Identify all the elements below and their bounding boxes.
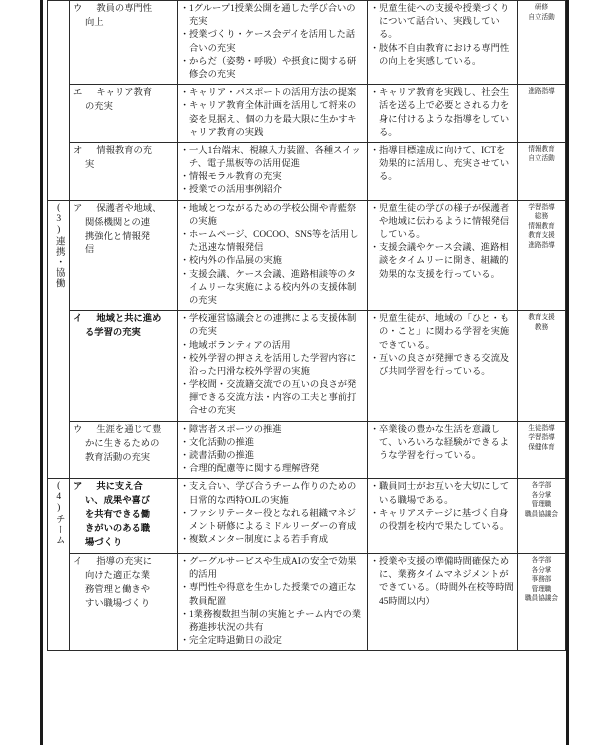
responsible-tags-cell — [518, 1, 566, 85]
measure-item: ・ ホームページ、COCOO、SNS等を活用した迅速な情報発信 — [181, 229, 364, 255]
measures-cell — [178, 421, 368, 479]
evaluation-item: ・ 支援会議やケース会議、進路相談をタイムリーに開き、組織的効果的な支援を行っている。 — [371, 242, 514, 282]
responsible-tag: 各学部 — [531, 482, 552, 490]
item-text: 教育活動の充実 — [85, 452, 151, 463]
item-label: イ — [73, 557, 83, 568]
measure-item: ・ 支援会議、ケース会議、進路相談等のタイムリーな実施による校内外の支援体制の充実 — [181, 269, 364, 309]
evaluation-item: ・ 児童生徒への支援や授業づくりについて話合い、実践している。 — [371, 3, 514, 43]
item-text: 関係機関との連 — [85, 217, 151, 228]
item-label-line — [73, 481, 174, 495]
evaluation-list — [371, 3, 514, 69]
item-cell — [70, 1, 178, 85]
item-text: い、成果や喜び — [85, 496, 151, 507]
measure-item: ・ ファシリテーター役となれる組織マネジメント研修によるミドルリーダーの育成 — [181, 508, 364, 534]
responsible-tag: 各分掌 — [531, 491, 552, 499]
school-plan-table — [47, 0, 566, 651]
item-text: 務管理と働きや — [85, 584, 151, 595]
item-text: 実 — [85, 159, 95, 170]
item-text: きがいのある職 — [85, 524, 151, 535]
responsible-tag: 保健体育 — [528, 443, 555, 451]
measure-item: ・ 学校運営協議会との連携による支援体制の充実 — [181, 313, 364, 339]
table-row — [48, 142, 566, 200]
item-label: ウ — [73, 424, 83, 435]
responsible-tags-cell — [518, 311, 566, 422]
measure-item: ・ キャリア教育全体計画を活用して将来の姿を見据え、個の力を最大限に生かすキャリア教育の実践 — [181, 100, 364, 140]
evaluation-list — [371, 556, 514, 609]
responsible-tag: 職員協議会 — [525, 511, 558, 519]
evaluation-cell — [368, 1, 518, 85]
evaluation-cell — [368, 421, 518, 479]
measures-cell — [178, 479, 368, 554]
measure-item: ・ 専門性や得意を生かした授業での適正な教員配置 — [181, 582, 364, 608]
item-text: 向けた適正な業 — [85, 571, 151, 581]
item-text: かに生きるための — [85, 438, 160, 449]
measure-item: ・ 一人1台端末、視線入力装置、各種スイッチ、電子黒板等の活用促進 — [181, 145, 364, 171]
item-text: 情報教育の充 — [96, 145, 153, 156]
measures-cell — [178, 311, 368, 422]
item-text: 共に支え合 — [96, 482, 143, 493]
item-cell — [70, 421, 178, 479]
measure-item: ・ 地域とつながるための学校公開や青藍祭の実施 — [181, 203, 364, 229]
responsible-tag: 自立活動 — [528, 13, 555, 21]
table-row — [48, 421, 566, 479]
measure-item: ・ 学校間・交流籍交流での互いの良さが発揮できる交流方法・内容の工夫と事前打合せの充実 — [181, 379, 364, 419]
item-text: 教員の専門性 — [96, 4, 153, 14]
table-row — [48, 1, 566, 85]
responsible-tags-cell — [518, 142, 566, 200]
evaluation-list — [371, 87, 514, 140]
measure-item: ・ 1業務複数担当制の実施とチーム内での業務進捗状況の共有 — [181, 609, 364, 635]
item-text: 生涯を通じて豊 — [96, 424, 162, 435]
item-cell — [70, 142, 178, 200]
responsible-tag: 職員協議会 — [525, 595, 558, 603]
responsible-tags-cell — [518, 85, 566, 143]
item-text: キャリア教育 — [96, 88, 153, 99]
item-cell — [70, 554, 178, 651]
item-text: 向上 — [85, 17, 104, 28]
evaluation-item: ・ キャリアステージに基づく自身の役割を校内で果たしている。 — [371, 508, 514, 534]
item-label-line — [73, 424, 174, 438]
responsible-tag: 教育支援 — [528, 232, 555, 240]
measure-item: ・ 授業での活用事例紹介 — [181, 184, 364, 197]
evaluation-item: ・ 指導目標達成に向けて、ICTを効果的に活用し、充実させている。 — [371, 145, 514, 185]
responsible-tag: 学習指導 — [528, 203, 555, 211]
table-row — [48, 85, 566, 143]
measure-item: ・ グーグルサービスや生成AIの安全で効果的活用 — [181, 556, 364, 582]
item-label: イ — [73, 314, 83, 325]
evaluation-list — [371, 145, 514, 185]
page-right-edge-rule — [566, 0, 569, 745]
evaluation-cell — [368, 200, 518, 311]
measure-item: ・ キャリア・パスポートの活用方法の提案 — [181, 87, 364, 100]
item-label: オ — [73, 145, 83, 156]
measure-item: ・ 校外学習の押さえを活用した学習内容に沿った円滑な校外学習の実施 — [181, 353, 364, 379]
section-vertical-label: (4)チーム — [53, 481, 64, 546]
measure-item: ・ 複数メンター制度による若手育成 — [181, 534, 364, 547]
measures-cell — [178, 554, 368, 651]
item-text: 信 — [85, 245, 95, 256]
measures-cell — [178, 200, 368, 311]
measure-item: ・ 合理的配慮等に関する理解啓発 — [181, 463, 364, 476]
responsible-tag: 研修 — [534, 4, 549, 11]
evaluation-item: ・ 肢体不自由教育における専門性の向上を実感している。 — [371, 43, 514, 69]
measure-item: ・ 1グループ1授業公開を通した学び合いの充実 — [181, 3, 364, 29]
responsible-tag: 事務部 — [531, 576, 552, 584]
item-cell — [70, 85, 178, 143]
table-row — [48, 479, 566, 554]
measures-list — [181, 556, 364, 648]
responsible-tag: 情報教育 — [528, 145, 555, 153]
responsible-tag: 管理職 — [531, 585, 552, 593]
responsible-tag: 進路指導 — [528, 241, 555, 249]
measures-list — [181, 481, 364, 547]
item-text: すい職場づくり — [85, 598, 151, 609]
item-text: 指導の充実に — [96, 557, 153, 568]
measures-cell — [178, 142, 368, 200]
measure-item: ・ からだ（姿勢・呼吸）や摂食に関する研修会の充実 — [181, 56, 364, 82]
measure-item: ・ 授業づくり・ケース会デイを活用した話合いの充実 — [181, 29, 364, 55]
evaluation-cell — [368, 142, 518, 200]
responsible-tag: 学習指導 — [528, 434, 555, 442]
responsible-tags-cell — [518, 554, 566, 651]
item-cell — [70, 311, 178, 422]
item-text: を共有できる働 — [85, 510, 151, 521]
evaluation-item: ・ 児童生徒が、地域の「ひと・もの・こと」に関わる学習を実施できている。 — [371, 313, 514, 353]
item-text: 地域と共に進め — [96, 314, 162, 325]
evaluation-item: ・ 卒業後の豊かな生活を意識して、いろいろな経験ができるような学習を行っている。 — [371, 424, 514, 464]
item-text: 保護者や地域、 — [96, 203, 162, 214]
item-text: る学習の充実 — [85, 328, 141, 339]
evaluation-list — [371, 313, 514, 379]
responsible-tag: 進路指導 — [528, 88, 555, 96]
measures-list — [181, 424, 364, 477]
responsible-tag: 各分掌 — [531, 566, 552, 574]
item-label-line — [73, 145, 174, 159]
table-row — [48, 200, 566, 311]
measure-item: ・ 障害者スポーツの推進 — [181, 424, 364, 437]
responsible-tag: 情報教育 — [528, 222, 555, 230]
measure-item: ・ 読書活動の推進 — [181, 450, 364, 463]
evaluation-cell — [368, 554, 518, 651]
item-cell — [70, 479, 178, 554]
item-cell — [70, 200, 178, 311]
item-label: ア — [73, 482, 83, 493]
item-label-line — [73, 556, 174, 570]
page-left-edge-rule — [40, 0, 43, 745]
measure-item: ・ 文化活動の推進 — [181, 437, 364, 450]
evaluation-cell — [368, 85, 518, 143]
measure-item: ・ 情報モラル教育の充実 — [181, 171, 364, 184]
section-vertical-label: (3)連携・協働 — [53, 202, 64, 289]
responsible-tags-cell — [518, 421, 566, 479]
item-label-line — [73, 3, 174, 17]
responsible-tag: 教務 — [534, 323, 549, 331]
item-label: ア — [73, 203, 83, 214]
evaluation-item: ・ 児童生徒の学びの様子が保護者や地域に伝わるように情報発信している。 — [371, 203, 514, 243]
item-text: 場づくり — [85, 538, 123, 549]
evaluation-cell — [368, 479, 518, 554]
item-label-line — [73, 87, 174, 101]
table-row — [48, 554, 566, 651]
responsible-tag: 教育支援 — [528, 314, 555, 322]
evaluation-list — [371, 424, 514, 464]
evaluation-item: ・ 職員同士がお互いを大切にしている職場である。 — [371, 481, 514, 507]
section-label-cell — [48, 1, 70, 201]
measure-item: ・ 完全定時退勤日の設定 — [181, 635, 364, 648]
measures-list — [181, 145, 364, 198]
section-label-cell — [48, 479, 70, 651]
item-label-line — [73, 203, 174, 217]
responsible-tag: 自立活動 — [528, 155, 555, 163]
responsible-tag: 管理職 — [531, 501, 552, 509]
item-label-line — [73, 313, 174, 327]
section-label-cell — [48, 200, 70, 479]
evaluation-list — [371, 203, 514, 282]
measure-item: ・ 校内外の作品展の実施 — [181, 255, 364, 268]
measures-cell — [178, 85, 368, 143]
measures-list — [181, 87, 364, 140]
responsible-tag: 生徒指導 — [528, 424, 555, 432]
evaluation-item: ・ キャリア教育を実践し、社会生活を送る上で必要とされる力を身に付けるような指導をしている。 — [371, 87, 514, 140]
responsible-tags-cell — [518, 200, 566, 311]
measures-list — [181, 3, 364, 82]
item-label: エ — [73, 88, 83, 99]
evaluation-list — [371, 481, 514, 534]
evaluation-item: ・ 授業や支援の準備時間確保ために、業務タイムマネジメントができている。（時間外在校等時間45時間以内） — [371, 556, 514, 609]
responsible-tags-cell — [518, 479, 566, 554]
responsible-tag: 各学部 — [531, 557, 552, 565]
item-label: ウ — [73, 4, 83, 14]
measures-list — [181, 313, 364, 419]
table-row — [48, 311, 566, 422]
measure-item: ・ 支え合い、学び合うチーム作りのための日常的な西特OJLの実施 — [181, 481, 364, 507]
item-text: の充実 — [85, 102, 113, 113]
item-text: 携強化と情報発 — [85, 231, 151, 242]
measures-list — [181, 203, 364, 309]
table-body — [48, 1, 566, 651]
evaluation-item: ・ 互いの良さが発揮できる交流及び共同学習を行っている。 — [371, 353, 514, 379]
measure-item: ・ 地域ボランティアの活用 — [181, 340, 364, 353]
evaluation-cell — [368, 311, 518, 422]
measures-cell — [178, 1, 368, 85]
responsible-tag: 総務 — [534, 213, 549, 221]
